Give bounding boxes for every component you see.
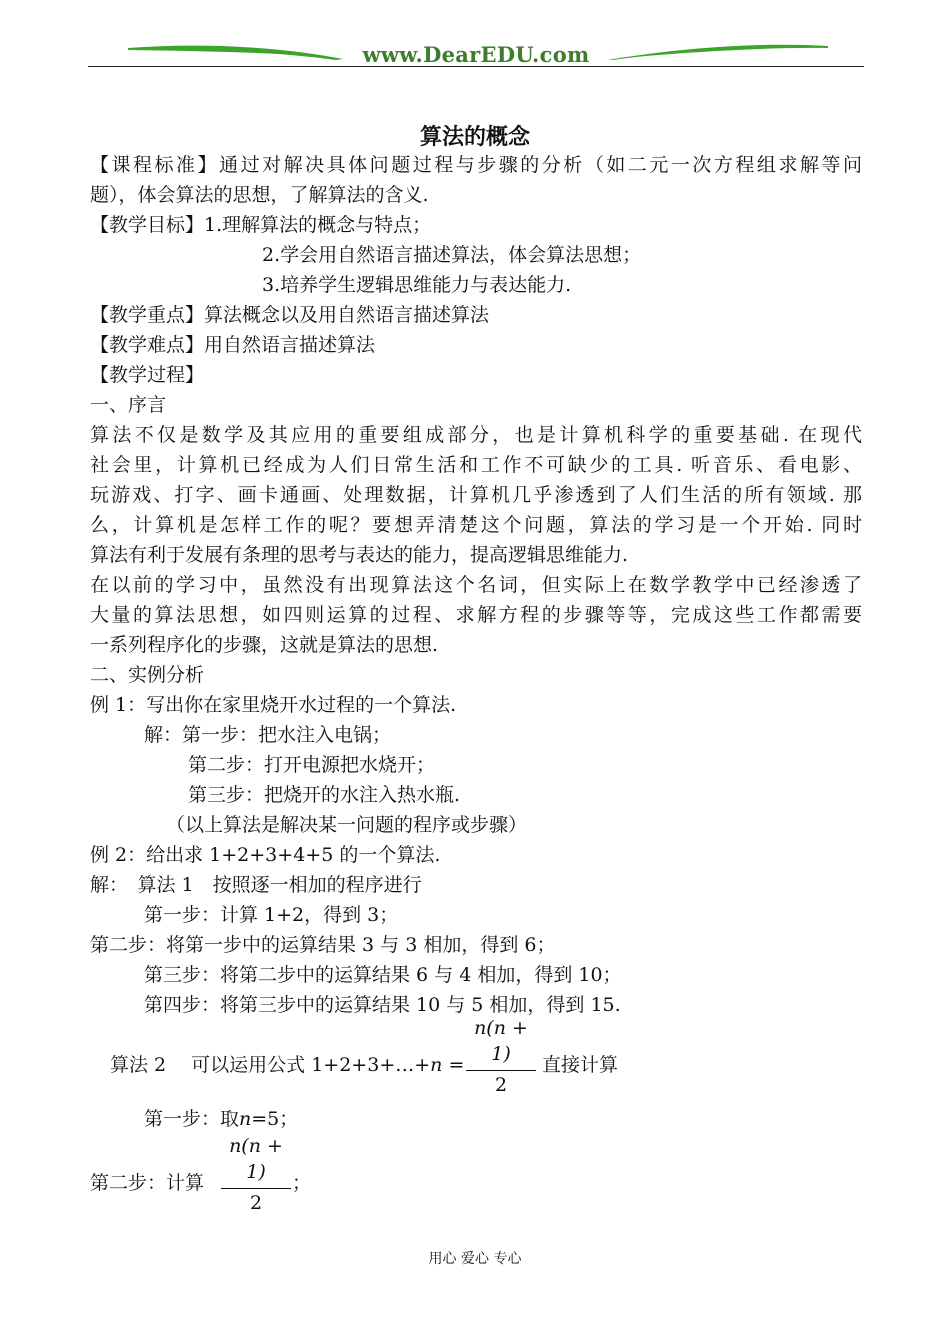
example2-alg1-step2: 第二步：将第一步中的运算结果 3 与 3 相加，得到 6； <box>90 934 556 956</box>
example1-prompt: 例 1：写出你在家里烧开水过程的一个算法. <box>90 694 457 716</box>
teaching-difficulty: 【教学难点】用自然语言描述算法 <box>90 334 376 356</box>
teaching-goal-2: 2.学会用自然语言描述算法，体会算法思想； <box>262 244 642 266</box>
preface-para1-line1: 算法不仅是数学及其应用的重要组成部分，也是计算机科学的重要基础. 在现代 <box>90 424 862 446</box>
page-title: 算法的概念 <box>419 124 530 150</box>
fraction-numerator: n(n + 1) <box>474 1017 528 1065</box>
example2-alg1-step3: 第三步：将第二步中的运算结果 6 与 4 相加，得到 10； <box>144 964 622 986</box>
alg2-step2-end: ； <box>292 1172 312 1194</box>
teaching-process-heading: 【教学过程】 <box>90 364 205 386</box>
site-logo-text: www.DearEDU.com <box>362 42 590 67</box>
course-standard-line1: 【课程标准】通过对解决具体问题过程与步骤的分析（如二元一次方程组求解等问 <box>90 154 862 176</box>
fraction-denominator: 2 <box>494 1074 508 1096</box>
alg2-step1 <box>144 1104 298 1134</box>
section-examples-heading: 二、实例分析 <box>90 664 205 686</box>
fraction-bar <box>466 1070 536 1071</box>
fraction-denominator: 2 <box>249 1192 263 1214</box>
alg2-direct-compute: 直接计算 <box>542 1054 619 1076</box>
header-rule <box>88 66 864 67</box>
example2-alg2-line <box>110 1050 464 1080</box>
page-footer: 用心 爱心 专心 <box>428 1251 522 1267</box>
example1-step2: 第二步：打开电源把水烧开； <box>188 754 436 776</box>
example2-prompt: 例 2：给出求 1+2+3+4+5 的一个算法. <box>90 844 441 866</box>
section-preface-heading: 一、序言 <box>90 394 167 416</box>
preface-para1-line2: 社会里，计算机已经成为人们日常生活和工作不可缺少的工具. 听音乐、看电影、 <box>90 454 862 476</box>
preface-para2-line3: 一系列程序化的步骤，这就是算法的思想. <box>90 634 439 656</box>
teaching-key-point: 【教学重点】算法概念以及用自然语言描述算法 <box>90 304 490 326</box>
alg2-step1-variable-n: n <box>239 1108 252 1130</box>
preface-para1-line3: 玩游戏、打字、画卡通画、处理数据，计算机几乎渗透到了人们生活的所有领域. 那 <box>90 484 862 506</box>
teaching-goal-1: 【教学目标】1.理解算法的概念与特点； <box>90 214 432 236</box>
fraction-numerator: n(n + 1) <box>229 1135 283 1183</box>
example2-alg1-heading: 解： 算法 1 按照逐一相加的程序进行 <box>90 874 422 896</box>
example1-step1: 解：第一步：把水注入电锅； <box>144 724 392 746</box>
example2-alg1-step4: 第四步：将第三步中的运算结果 10 与 5 相加，得到 15. <box>144 994 621 1016</box>
preface-para1-line5: 算法有利于发展有条理的思考与表达的能力，提高逻辑思维能力. <box>90 544 629 566</box>
alg2-step1-post: =5； <box>251 1108 299 1130</box>
example2-alg1-step1: 第一步：计算 1+2，得到 3； <box>144 904 399 926</box>
alg2-formula-fraction <box>466 1015 536 1097</box>
fraction-bar <box>221 1188 291 1189</box>
course-standard-line2: 题），体会算法的思想，了解算法的含义. <box>90 184 429 206</box>
alg2-step2: 第二步：计算 <box>90 1172 205 1194</box>
alg2-variable-n: n <box>430 1054 443 1076</box>
alg2-text-pre: 算法 2 可以运用公式 1+2+3+…+ <box>110 1054 431 1076</box>
teaching-goal-3: 3.培养学生逻辑思维能力与表达能力. <box>262 274 572 296</box>
preface-para1-line4: 么，计算机是怎样工作的呢？要想弄清楚这个问题，算法的学习是一个开始. 同时 <box>90 514 862 536</box>
preface-para2-line2: 大量的算法思想，如四则运算的过程、求解方程的步骤等等，完成这些工作都需要 <box>90 604 862 626</box>
alg2-equals: = <box>442 1054 465 1076</box>
example1-note: （以上算法是解决某一问题的程序或步骤） <box>166 814 528 836</box>
alg2-step2-fraction <box>221 1133 291 1215</box>
example1-step3: 第三步：把烧开的水注入热水瓶. <box>188 784 461 806</box>
alg2-step1-pre: 第一步：取 <box>144 1108 240 1130</box>
preface-para2-line1: 在以前的学习中，虽然没有出现算法这个名词，但实际上在数学教学中已经渗透了 <box>90 574 862 596</box>
